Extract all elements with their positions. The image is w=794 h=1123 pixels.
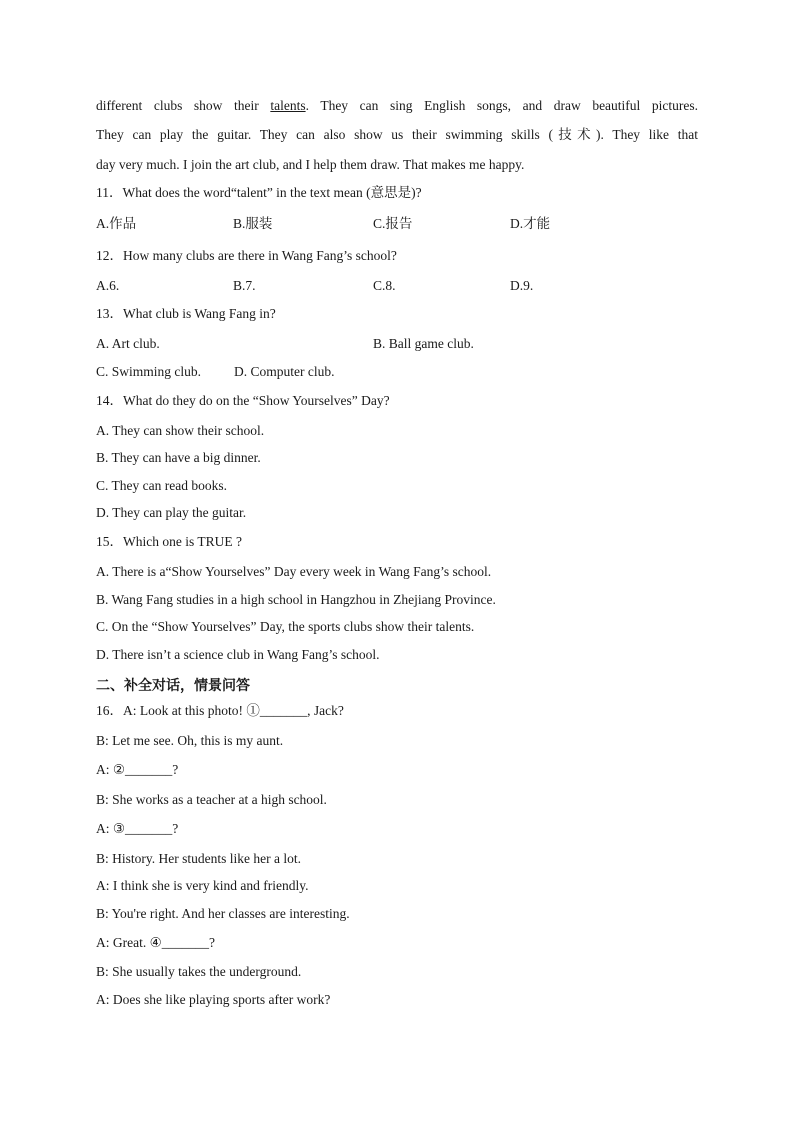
q14-option-a: A. They can show their school. [96, 423, 265, 438]
dialogue-line-10: B: She usually takes the underground. [96, 964, 302, 979]
q13-option-d: D. Computer club. [234, 364, 335, 379]
dialogue-line-5: A: ③_______? [96, 821, 179, 836]
dialogue-line-1: 16．A: Look at this photo! ①_______, Jack? [96, 703, 344, 718]
q11-option-a: A.作品 [96, 216, 137, 231]
q11-option-c: C.报告 [373, 216, 413, 231]
q12-option-a: A.6. [96, 278, 120, 293]
q11-option-b: B.服装 [233, 216, 273, 231]
dialogue-line-6: B: History. Her students like her a lot. [96, 851, 301, 866]
underlined-word-talents: talents [270, 98, 306, 113]
passage-text: different clubs show their [96, 98, 259, 113]
q13-option-a: A. Art club. [96, 336, 160, 351]
question-13-stem: 13．What club is Wang Fang in? [96, 306, 276, 321]
q12-option-b: B.7. [233, 278, 256, 293]
q14-option-d: D. They can play the guitar. [96, 505, 247, 520]
question-14-stem: 14．What do they do on the “Show Yourselves” Day? [96, 393, 390, 408]
q15-option-b: B. Wang Fang studies in a high school in Hangzhou in Zhejiang Province. [96, 592, 496, 607]
passage-line-2: They can play the guitar. They can also show us their swimming skills (技术). They like that [96, 127, 698, 142]
q14-option-b: B. They can have a big dinner. [96, 450, 261, 465]
q11-option-d: D.才能 [510, 216, 551, 231]
dialogue-line-3: A: ②_______? [96, 762, 179, 777]
q13-option-b: B. Ball game club. [373, 336, 474, 351]
passage-line-1 [96, 97, 698, 115]
q15-option-c: C. On the “Show Yourselves” Day, the sports clubs show their talents. [96, 619, 475, 634]
question-15-stem: 15．Which one is TRUE ? [96, 534, 242, 549]
question-12-stem: 12．How many clubs are there in Wang Fang’s school? [96, 248, 397, 263]
passage-line-3: day very much. I join the art club, and I help them draw. That makes me happy. [96, 157, 525, 172]
q15-option-a: A. There is a“Show Yourselves” Day every week in Wang Fang’s school. [96, 564, 492, 579]
section-heading: 二、补全对话，情景问答 [96, 678, 250, 694]
dialogue-line-4: B: She works as a teacher at a high school. [96, 792, 327, 807]
question-11-stem: 11．What does the word“talent” in the text mean (意思是)? [96, 185, 422, 200]
dialogue-line-11: A: Does she like playing sports after work? [96, 992, 331, 1007]
q14-option-c: C. They can read books. [96, 478, 227, 493]
passage-text: . They can sing English songs, and draw beautiful pictures. [305, 98, 698, 113]
q12-option-d: D.9. [510, 278, 534, 293]
dialogue-line-8: B: You're right. And her classes are interesting. [96, 906, 350, 921]
dialogue-line-7: A: I think she is very kind and friendly. [96, 878, 309, 893]
dialogue-line-9: A: Great. ④_______? [96, 935, 215, 950]
q13-option-c: C. Swimming club. [96, 364, 202, 379]
q15-option-d: D. There isn’t a science club in Wang Fang’s school. [96, 647, 380, 662]
q12-option-c: C.8. [373, 278, 396, 293]
dialogue-line-2: B: Let me see. Oh, this is my aunt. [96, 733, 284, 748]
